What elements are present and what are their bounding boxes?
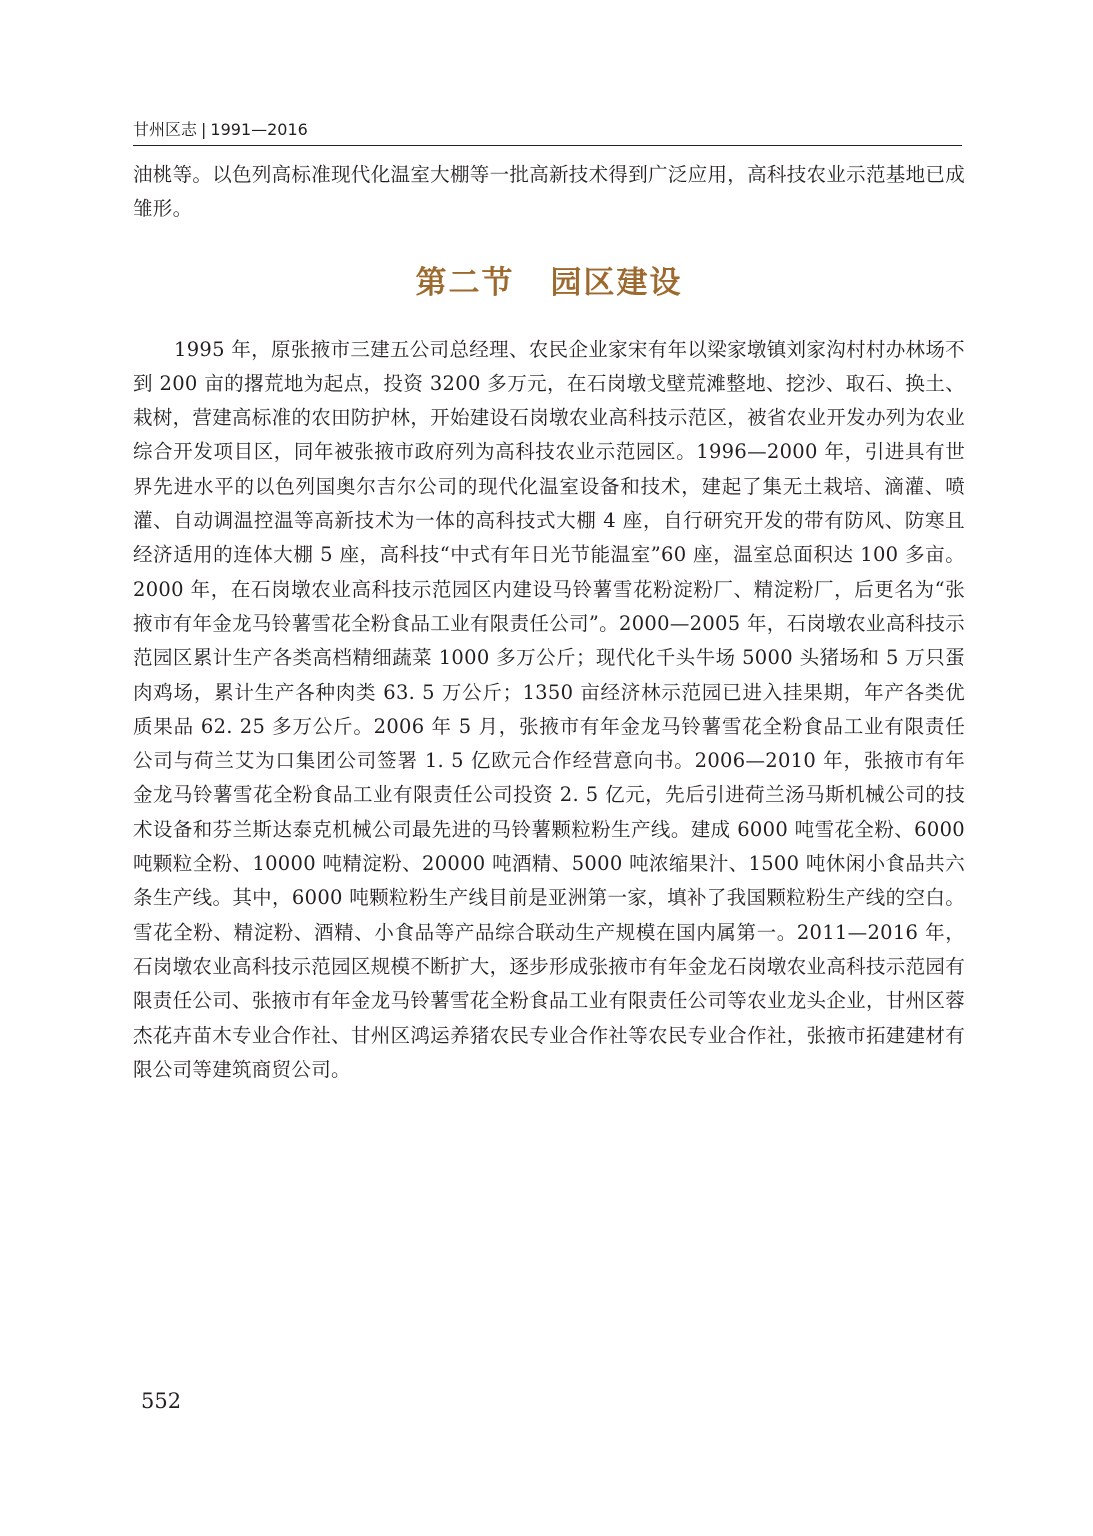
- header-book-title: 甘州区志: [133, 120, 198, 139]
- section-title: 园区建设: [550, 265, 683, 302]
- page-number: 552: [141, 1389, 182, 1413]
- body-paragraph: 1995 年，原张掖市三建五公司总经理、农民企业家宋有年以梁家墩镇刘家沟村村办林场不到 200 亩的撂荒地为起点，投资 3200 多万元，在石岗墩戈壁荒滩整地、挖沙、取石、换土、栽树，营建高标准的农田防护林，开始建设石岗墩农业高科技示范区，被省农业开发办列为农业综合开发项目区，同年被张掖市政府列为高科技农业示范园区。1996—2000 年，引进具有世界先进水平的以色列国奥尔吉尔公司的现代化温室设备和技术，建起了集无土栽培、滴灌、喷灌、自动调温控温等高新技术为一体的高科技式大棚 4 座，自行研究开发的带有防风、防寒且经济适用的连体大棚 5 座，高科技“中式有年日光节能温室”60 座，温室总面积达 100 多亩。2000 年，在石岗墩农业高科技示范园区内建设马铃薯雪花粉淀粉厂、精淀粉厂，后更名为“张掖市有年金龙马铃薯雪花全粉食品工业有限责任公司”。2000—2005 年，石岗墩农业高科技示范园区累计生产各类高档精细蔬菜 1000 多万公斤；现代化千头牛场 5000 头猪场和 5 万只蛋肉鸡场，累计生产各种肉类 63. 5 万公斤；1350 亩经济林示范园已进入挂果期，年产各类优质果品 62. 25 多万公斤。2006 年 5 月，张掖市有年金龙马铃薯雪花全粉食品工业有限责任公司与荷兰艾为口集团公司签署 1. 5 亿欧元合作经营意向书。2006—2010 年，张掖市有年金龙马铃薯雪花全粉食品工业有限责任公司投资 2. 5 亿元，先后引进荷兰汤马斯机械公司的技术设备和芬兰斯达泰克机械公司最先进的马铃薯颗粒粉生产线。建成 6000 吨雪花全粉、6000 吨颗粒全粉、10000 吨精淀粉、20000 吨酒精、5000 吨浓缩果汁、1500 吨休闲小食品共六条生产线。其中，6000 吨颗粒粉生产线目前是亚洲第一家，填补了我国颗粒粉生产线的空白。雪花全粉、精淀粉、酒精、小食品等产品综合联动生产规模在国内属第一。2011—2016 年，石岗墩农业高科技示范园区规模不断扩大，逐步形成张掖市有年金龙石岗墩农业高科技示范园有限责任公司、张掖市有年金龙马铃薯雪花全粉食品工业有限责任公司等农业龙头企业，甘州区蓉杰花卉苗木专业合作社、甘州区鸿运养猪农民专业合作社等农民专业合作社，张掖市拓建建材有限公司等建筑商贸公司。: [133, 337, 965, 1081]
- header-years: 1991—2016: [210, 120, 308, 139]
- running-header: [133, 118, 962, 146]
- header-separator: |: [201, 120, 207, 139]
- page-content: [133, 158, 965, 1087]
- intro-paragraph: 油桃等。以色列高标准现代化温室大棚等一批高新技术得到广泛应用，高科技农业示范基地已成雏形。: [133, 163, 965, 221]
- section-heading: [133, 227, 965, 333]
- section-number: 第二节: [415, 265, 515, 302]
